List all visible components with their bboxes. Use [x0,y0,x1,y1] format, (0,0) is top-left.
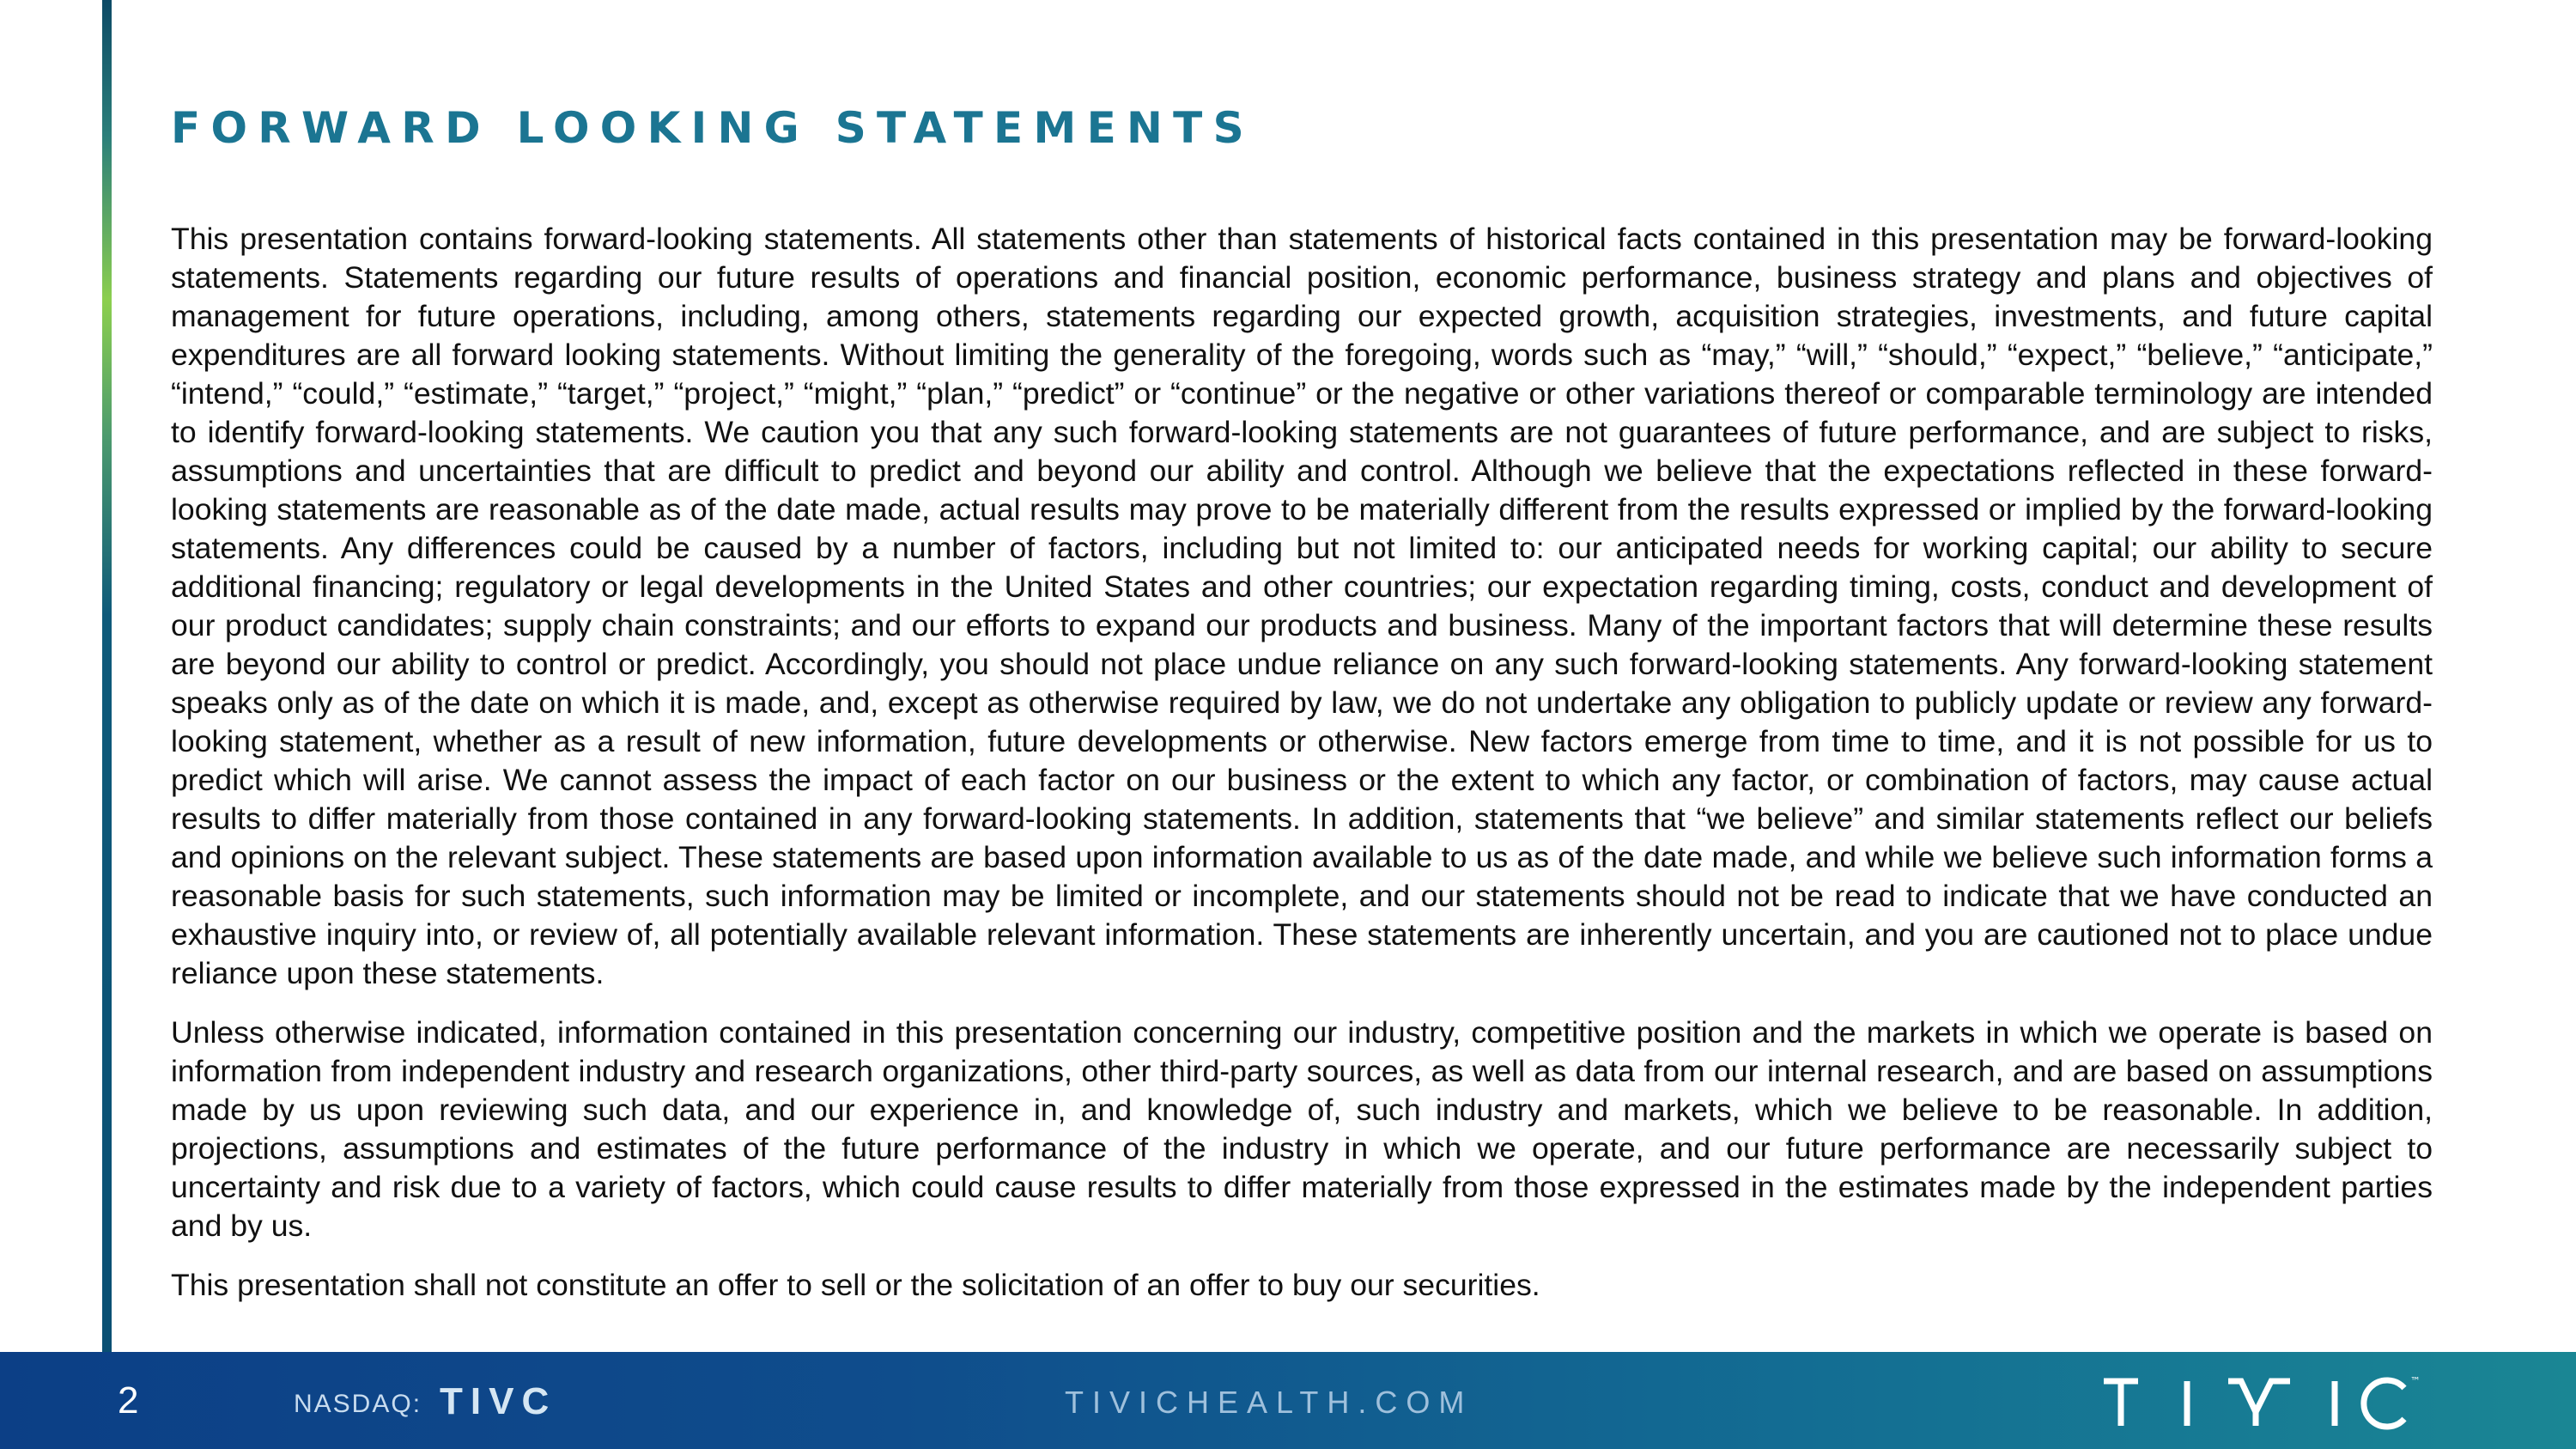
paragraph-industry-info: Unless otherwise indicated, information contained in this presentation concerning our industry, competitive position and the markets in which we operate is based on information from independent industry and research organizations, other third-party sources, as well as data from our internal research, and are based on assumptions made by us upon reviewing such data, and our experience in, and knowledge of, such industry and markets, which we believe to be reasonable. In addition, projections, assumptions and estimates of the future performance of the industry in which we operate, and our future performance are necessarily subject to uncertainty and risk due to a variety of factors, which could cause results to differ materially from those expressed in the estimates made by the independent parties and by us. [171,1015,2433,1243]
tivic-logo [2099,1369,2426,1438]
paragraph-forward-looking: This presentation contains forward-looking statements. All statements other than statements of historical facts contained in this presentation may be forward-looking statements. Statements regarding our future results of operations and financial position, economic performance, business strategy and plans and objectives of management for future operations, including, among others, statements regarding our expected growth, acquisition strategies, investments, and future capital expenditures are all forward looking statements. Without limiting the generality of the foregoing, words such as “may,” “will,” “should,” “expect,” “believe,” “anticipate,” “intend,” “could,” “estimate,” “target,” “project,” “might,” “plan,” “predict” or “continue” or the negative or other variations thereof or comparable terminology are intended to identify forward-looking statements. We caution you that any such forward-looking statements are not guarantees of future performance, and are subject to risks, assumptions and uncertainties that are difficult to predict and beyond our ability and control. Although we believe that the expectations reflected in these forward-looking statements are reasonable as of the date made, actual results may prove to be materially different from the results expressed or implied by the forward-looking statements. Any differences could be caused by a number of factors, including but not limited to: our anticipated needs for working capital; our ability to secure additional financing; regulatory or legal developments in the United States and other countries; our expectation regarding timing, costs, conduct and development of our product candidates; supply chain constraints; and our efforts to expand our products and business. Many of the important factors that will determine these results are beyond our ability to control or predict. Accordingly, you should not place undue reliance on any such forward-looking statements. Any forward-looking statement speaks only as of the date on which it is made, and, except as otherwise required by law, we do not undertake any obligation to publicly update or review any forward-looking statement, whether as a result of new information, future developments or otherwise. New factors emerge from time to time, and it is not possible for us to predict which will arise. We cannot assess the impact of each factor on our business or the extent to which any factor, or combination of factors, may cause actual results to differ materially from those contained in any forward-looking statements. In addition, statements that “we believe” and similar statements reflect our beliefs and opinions on the relevant subject. These statements are based upon information available to us as of the date made, and while we believe such information forms a reasonable basis for such statements, such information may be limited or incomplete, and our statements should not be read to indicate that we have conducted an exhaustive inquiry into, or review of, all potentially available relevant information. These statements are inherently uncertain, and you are cautioned not to place undue reliance upon these statements. [171,222,2433,990]
page-title: FORWARD LOOKING STATEMENTS [171,103,1255,153]
body-text [171,220,2433,1325]
accent-bar [102,0,112,1367]
svg-text:™: ™ [2410,1375,2421,1387]
page-number: 2 [118,1379,139,1422]
ticker-label: NASDAQ: [294,1390,422,1418]
website-link[interactable]: TIVICHEALTH.COM [1065,1385,1473,1420]
ticker-symbol: TIVC [440,1380,557,1422]
footer-bar [0,1352,2576,1449]
paragraph-offer-disclaimer: This presentation shall not constitute an offer to sell or the solicitation of an offer to buy our securities. [171,1268,1540,1302]
